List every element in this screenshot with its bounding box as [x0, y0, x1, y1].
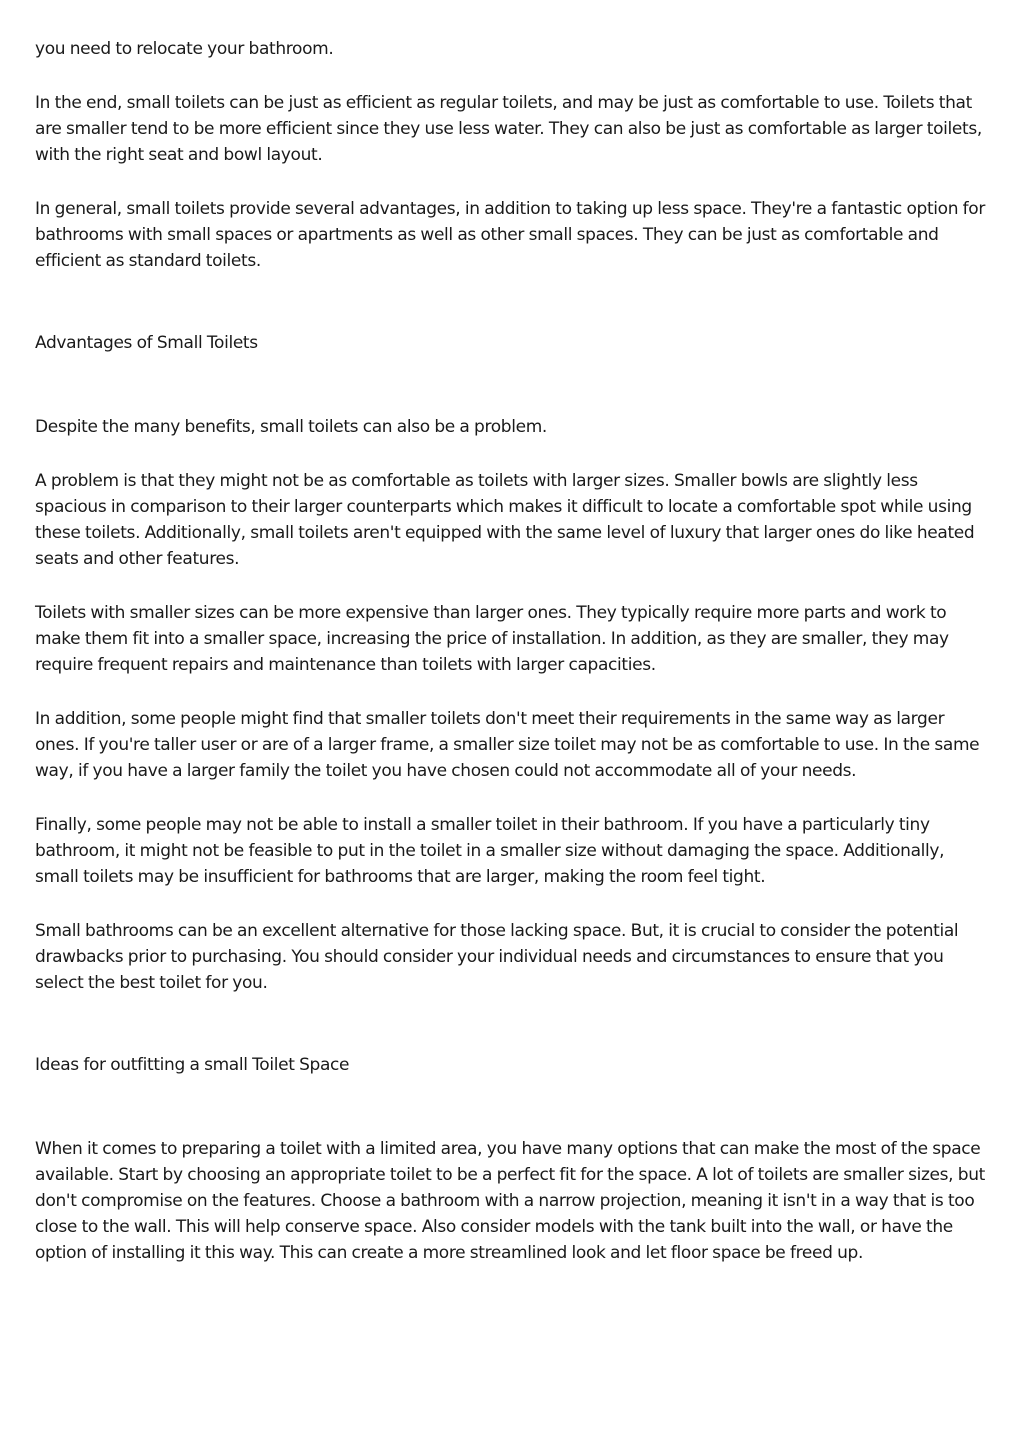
paragraph-problem-intro: Despite the many benefits, small toilets can also be a problem.	[35, 417, 547, 437]
paragraph-conclusion: Small bathrooms can be an excellent alternative for those lacking space. But, it is crucial to consider the potential drawbacks prior to purchasing. You should consider your individual needs and circumstances to ensure that you select the best toilet for you.	[35, 921, 959, 993]
section-heading-advantages: Advantages of Small Toilets	[35, 333, 258, 353]
paragraph-comfort: A problem is that they might not be as comfortable as toilets with larger sizes. Smaller bowls are slightly less spacious in comparison to their larger counterparts which makes it difficult to locate a comfortable spot while using these toilets. Additionally, small toilets aren't equipped with the same level of luxury that larger ones do like heated seats and other features.	[35, 471, 975, 569]
paragraph-continuation: you need to relocate your bathroom.	[35, 39, 334, 59]
paragraph-efficiency: In the end, small toilets can be just as efficient as regular toilets, and may be just as comfortable to use. Toilets that are smaller tend to be more efficient since they use less water. They can also be just as comfortable as larger toilets, with the right seat and bowl layout.	[35, 93, 982, 165]
paragraph-requirements: In addition, some people might find that smaller toilets don't meet their requirements in the same way as larger ones. If you're taller user or are of a larger frame, a smaller size toilet may not be as comfortable to use. In the same way, if you have a larger family the toilet you have chosen could not accommodate all of your needs.	[35, 709, 980, 781]
document-page	[35, 36, 989, 1294]
section-heading-ideas: Ideas for outfitting a small Toilet Space	[35, 1055, 350, 1075]
paragraph-cost: Toilets with smaller sizes can be more expensive than larger ones. They typically require more parts and work to make them fit into a smaller space, increasing the price of installation. In addition, as they are smaller, they may require frequent repairs and maintenance than toilets with larger capacities.	[35, 603, 949, 675]
paragraph-installation: Finally, some people may not be able to install a smaller toilet in their bathroom. If you have a particularly tiny bathroom, it might not be feasible to put in the toilet in a smaller size without damaging the space. Additionally, small toilets may be insufficient for bathrooms that are larger, making the room feel tight.	[35, 815, 945, 887]
paragraph-ideas: When it comes to preparing a toilet with a limited area, you have many options that can make the most of the space available. Start by choosing an appropriate toilet to be a perfect fit for the space. A lot of toilets are smaller sizes, but don't compromise on the features. Choose a bathroom with a narrow projection, meaning it isn't in a way that is too close to the wall. This will help conserve space. Also consider models with the tank built into the wall, or have the option of installing it this way. This can create a more streamlined look and let floor space be freed up.	[35, 1139, 985, 1263]
paragraph-advantages-summary: In general, small toilets provide several advantages, in addition to taking up less space. They're a fantastic option for bathrooms with small spaces or apartments as well as other small spaces. They can be just as comfortable and efficient as standard toilets.	[35, 199, 985, 271]
